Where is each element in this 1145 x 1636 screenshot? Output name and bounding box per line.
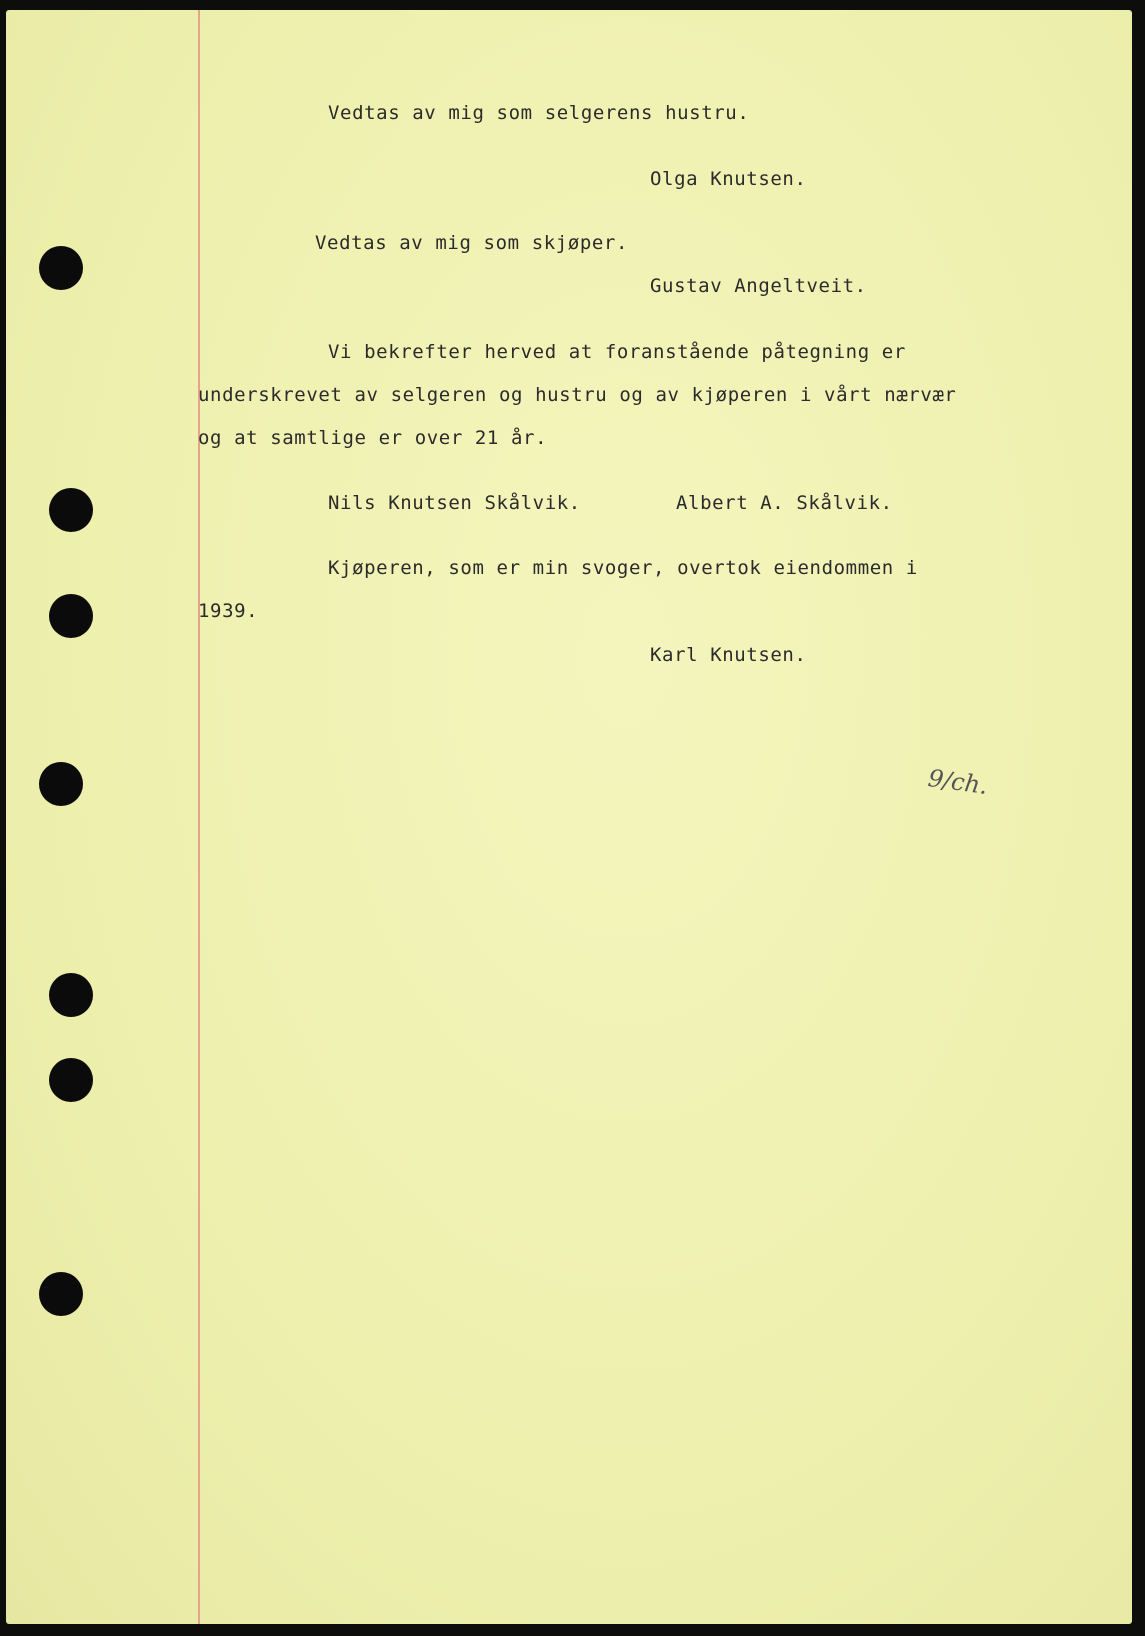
signature-olga-knutsen: Olga Knutsen.	[650, 168, 807, 190]
text-line-wife-approval: Vedtas av mig som selgerens hustru.	[328, 102, 750, 124]
witness-nils-knutsen-skalvik: Nils Knutsen Skålvik.	[328, 492, 581, 514]
red-margin-line	[198, 10, 200, 1624]
witness-albert-skalvik: Albert A. Skålvik.	[676, 492, 893, 514]
text-line-confirmation-1: Vi bekrefter herved at foranstående påtegning er	[328, 341, 906, 363]
punch-hole	[49, 594, 93, 638]
signature-gustav-angeltveit: Gustav Angeltveit.	[650, 275, 867, 297]
text-line-buyer-approval: Vedtas av mig som skjøper.	[315, 232, 629, 254]
punch-hole	[49, 1058, 93, 1102]
handwritten-margin-annotation: 9/ch.	[926, 763, 990, 801]
punch-hole	[49, 488, 93, 532]
document-page	[6, 10, 1132, 1624]
signature-karl-knutsen: Karl Knutsen.	[650, 644, 807, 666]
text-line-confirmation-2: underskrevet av selgeren og hustru og av kjøperen i vårt nærvær	[198, 384, 957, 406]
punch-hole	[39, 246, 83, 290]
punch-hole	[39, 1272, 83, 1316]
punch-hole	[39, 762, 83, 806]
text-line-statement-2: 1939.	[198, 600, 259, 622]
text-line-statement-1: Kjøperen, som er min svoger, overtok eiendommen i	[328, 557, 918, 579]
punch-hole	[49, 973, 93, 1017]
text-line-confirmation-3: og at samtlige er over 21 år.	[198, 427, 548, 449]
